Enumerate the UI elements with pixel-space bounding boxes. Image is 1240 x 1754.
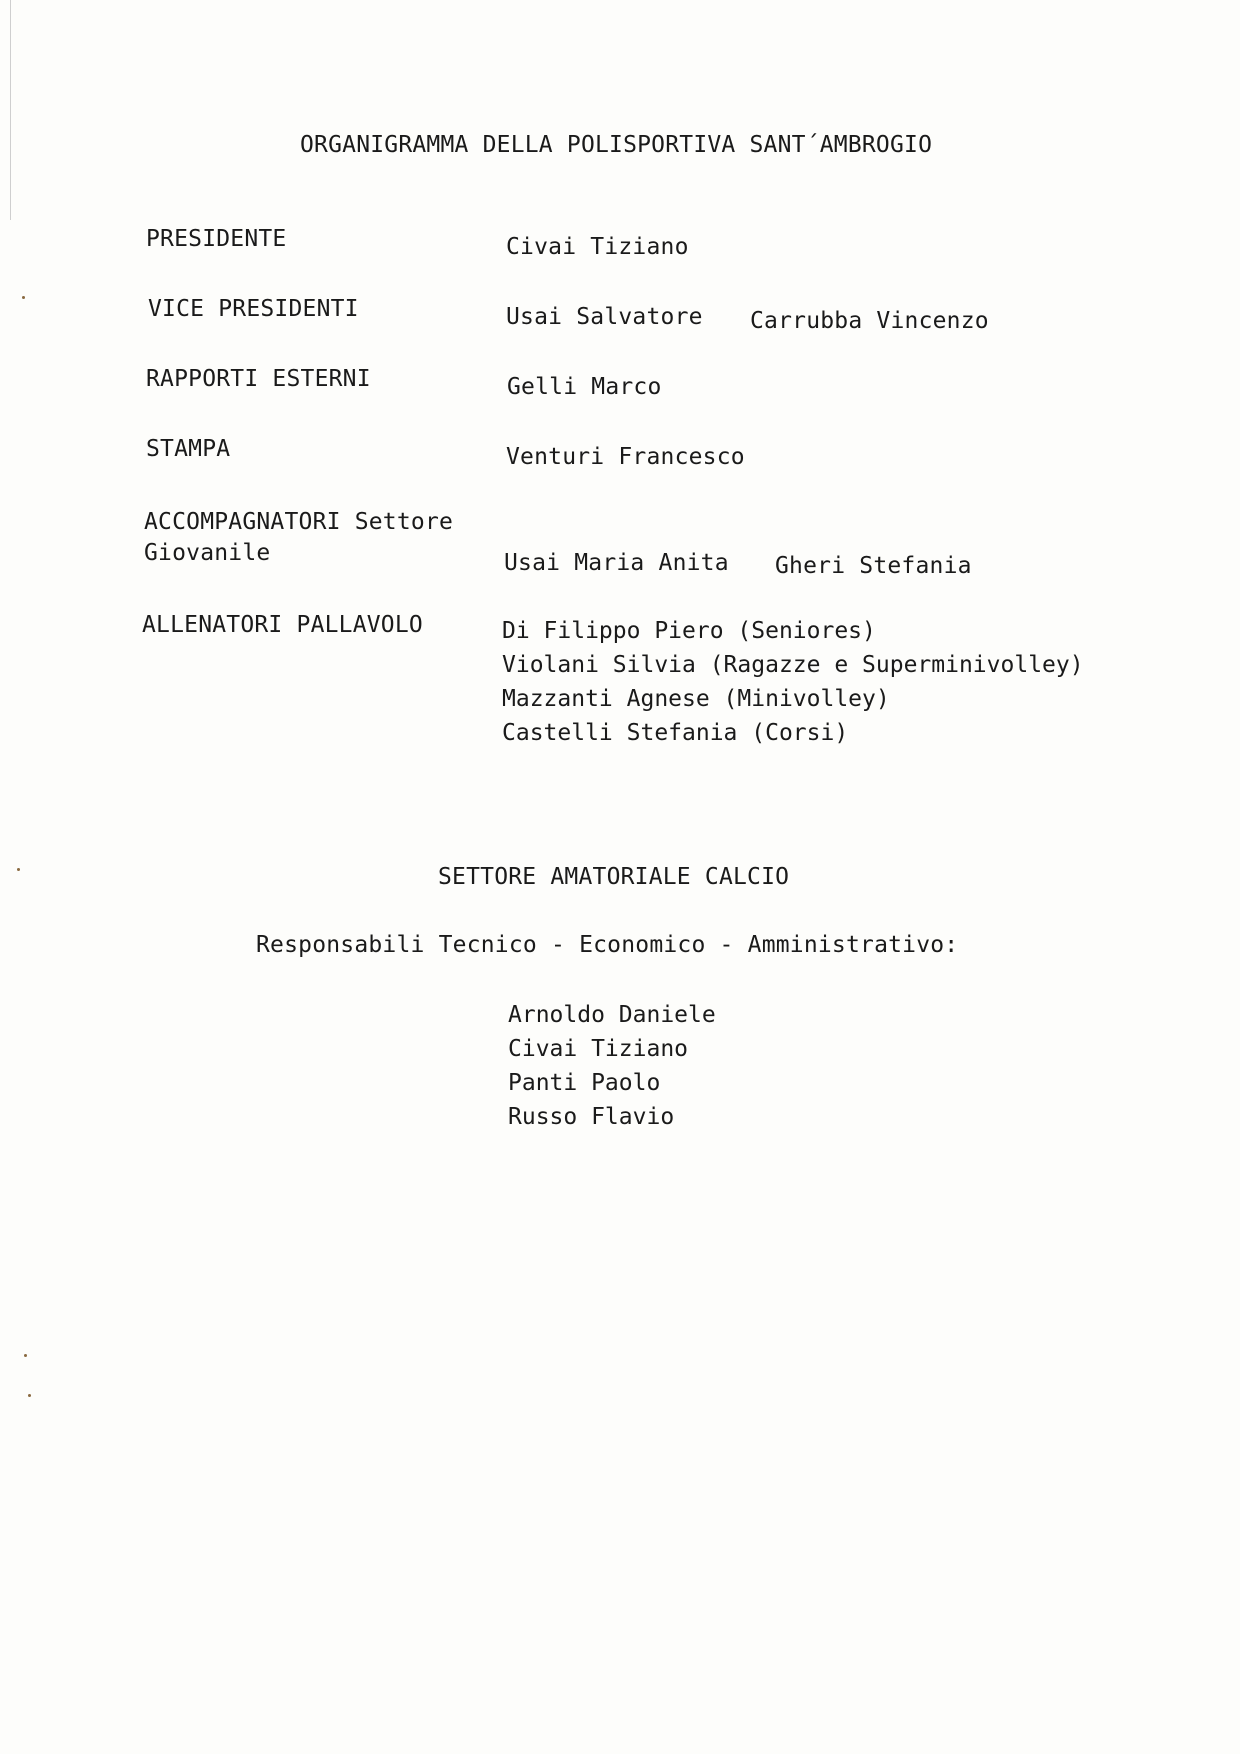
section-heading: SETTORE AMATORIALE CALCIO (438, 864, 790, 890)
role-name-youth-escort-1: Usai Maria Anita (504, 550, 729, 576)
role-name-youth-escort-2: Gheri Stefania (775, 553, 972, 579)
role-name-vice-president-1: Usai Salvatore (506, 304, 703, 330)
coach-4: Castelli Stefania (Corsi) (502, 720, 849, 746)
scan-speck (17, 868, 20, 871)
role-name-press: Venturi Francesco (506, 444, 745, 470)
section-subheading: Responsabili Tecnico - Economico - Amministrativo: (256, 932, 959, 958)
role-label-youth-escorts-line1: ACCOMPAGNATORI Settore (144, 509, 454, 535)
role-name-vice-president-2: Carrubba Vincenzo (750, 308, 989, 334)
scan-edge-line (10, 0, 11, 220)
role-label-volleyball-coaches: ALLENATORI PALLAVOLO (142, 612, 423, 638)
section-name-3: Panti Paolo (508, 1070, 661, 1096)
role-label-press: STAMPA (146, 436, 231, 462)
role-label-external-relations: RAPPORTI ESTERNI (146, 366, 371, 392)
role-label-president: PRESIDENTE (146, 226, 287, 252)
scan-speck (22, 296, 25, 299)
role-label-vice-presidents: VICE PRESIDENTI (148, 296, 359, 322)
role-name-external-relations: Gelli Marco (507, 374, 662, 400)
coach-3: Mazzanti Agnese (Minivolley) (502, 686, 890, 712)
volleyball-coaches-list (502, 614, 1084, 750)
document-title: ORGANIGRAMMA DELLA POLISPORTIVA SANT´AMBROGIO (300, 132, 933, 158)
scan-speck (24, 1354, 27, 1357)
section-name-1: Arnoldo Daniele (508, 1002, 716, 1028)
role-name-president: Civai Tiziano (506, 234, 689, 260)
section-name-2: Civai Tiziano (508, 1036, 689, 1062)
role-label-youth-escorts-line2: Giovanile (144, 540, 271, 566)
coach-2: Violani Silvia (Ragazze e Superminivolley) (502, 652, 1084, 678)
scan-speck (28, 1394, 31, 1397)
coach-1: Di Filippo Piero (Seniores) (502, 618, 876, 644)
section-names-list (508, 998, 716, 1134)
section-name-4: Russo Flavio (508, 1104, 675, 1130)
